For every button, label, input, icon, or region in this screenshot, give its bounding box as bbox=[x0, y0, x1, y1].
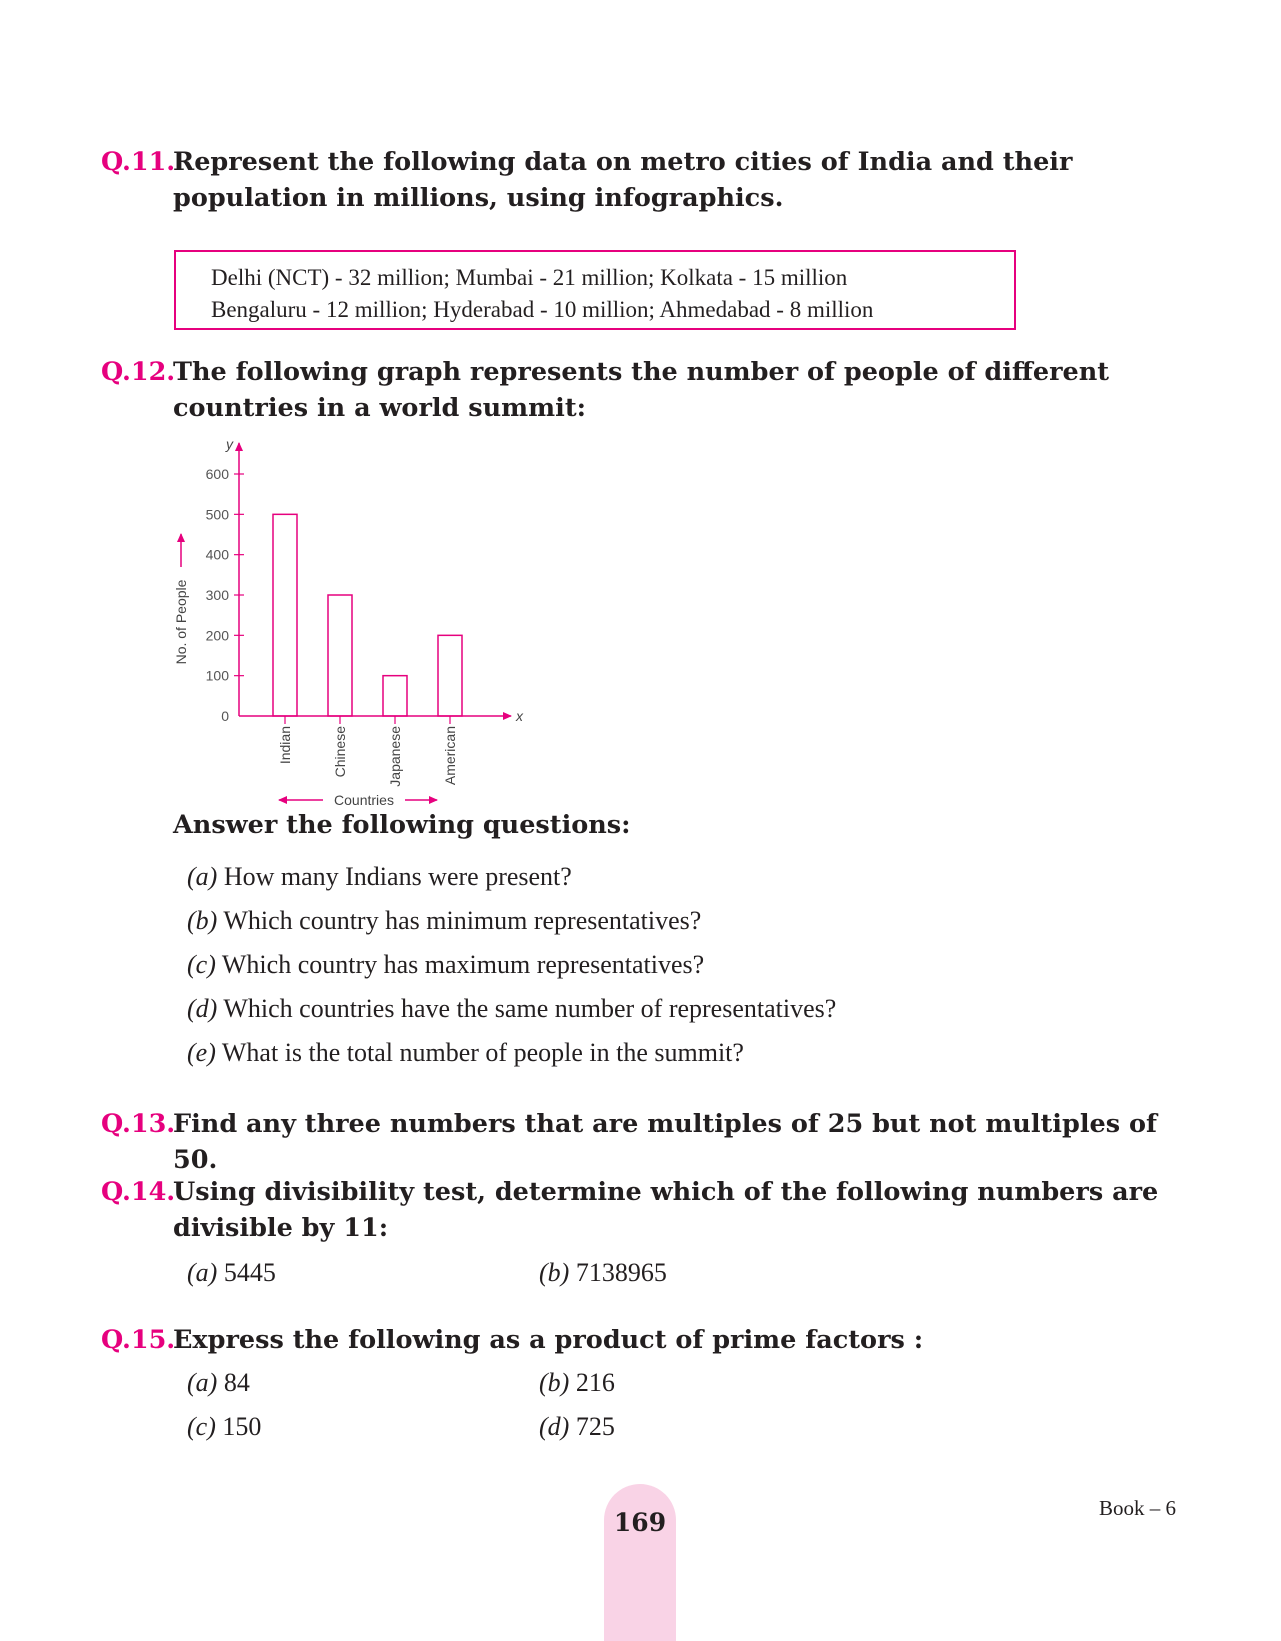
question-14 bbox=[101, 1174, 1181, 1246]
sub-label: (b) bbox=[539, 1258, 570, 1287]
sub-label: (c) bbox=[187, 1412, 216, 1441]
sub-label: (d) bbox=[187, 994, 218, 1023]
x-axis-title: Countries bbox=[334, 792, 394, 808]
sub-text: Which countries have the same number of representatives? bbox=[223, 994, 837, 1023]
sub-text: Which country has maximum representatives? bbox=[221, 950, 705, 979]
sub-text: Which country has minimum representatives? bbox=[223, 906, 702, 935]
sub-label: (b) bbox=[539, 1368, 570, 1397]
sub-question-d bbox=[539, 1410, 615, 1444]
answer-heading: Answer the following questions: bbox=[173, 810, 631, 840]
sub-text: 150 bbox=[222, 1412, 262, 1441]
sub-text: 725 bbox=[575, 1412, 615, 1441]
question-15 bbox=[101, 1322, 1181, 1358]
data-box-line: Delhi (NCT) - 32 million; Mumbai - 21 million; Kolkata - 15 million bbox=[211, 265, 848, 290]
y-tick-label: 600 bbox=[205, 466, 229, 482]
sub-question-a bbox=[187, 860, 572, 894]
question-number: Q.11. bbox=[101, 147, 176, 177]
sub-text: 7138965 bbox=[575, 1258, 667, 1287]
sub-text: 84 bbox=[223, 1368, 250, 1397]
question-number: Q.12. bbox=[101, 357, 176, 387]
y-axis-title: No. of People bbox=[173, 579, 189, 665]
question-13 bbox=[101, 1106, 1181, 1178]
question-number: Q.13. bbox=[101, 1109, 176, 1139]
page-number: 169 bbox=[613, 1508, 667, 1537]
sub-text: How many Indians were present? bbox=[223, 862, 572, 891]
data-box-line: Bengaluru - 12 million; Hyderabad - 10 million; Ahmedabad - 8 million bbox=[211, 297, 874, 322]
bar-chinese bbox=[328, 595, 352, 716]
question-text: Represent the following data on metro cities of India and their population in millions, using infographics. bbox=[173, 147, 1073, 213]
sub-question-b bbox=[539, 1256, 667, 1290]
sub-question-b bbox=[187, 904, 701, 938]
bar-american bbox=[438, 635, 462, 716]
sub-question-a bbox=[187, 1256, 276, 1290]
x-tick-label: American bbox=[442, 726, 458, 786]
x-tick-label: Chinese bbox=[332, 726, 348, 778]
sub-label: (c) bbox=[187, 950, 216, 979]
sub-question-a bbox=[187, 1366, 250, 1400]
question-number: Q.15. bbox=[101, 1325, 176, 1355]
x-axis-letter: x bbox=[516, 708, 523, 724]
x-tick-label: Japanese bbox=[387, 726, 403, 787]
y-tick-label: 500 bbox=[205, 506, 229, 523]
book-label: Book – 6 bbox=[1099, 1496, 1177, 1520]
sub-text: 216 bbox=[575, 1368, 615, 1397]
sub-text: What is the total number of people in the summit? bbox=[221, 1038, 744, 1067]
sub-label: (a) bbox=[187, 1368, 218, 1397]
y-tick-label: 0 bbox=[221, 708, 229, 724]
bar-japanese bbox=[383, 676, 407, 716]
sub-label: (b) bbox=[187, 906, 218, 935]
question-text: Express the following as a product of prime factors : bbox=[173, 1325, 924, 1355]
sub-question-e bbox=[187, 1036, 744, 1070]
sub-label: (d) bbox=[539, 1412, 570, 1441]
sub-label: (e) bbox=[187, 1038, 216, 1067]
sub-question-d bbox=[187, 992, 836, 1026]
y-tick-label: 300 bbox=[205, 587, 229, 603]
y-tick-label: 400 bbox=[205, 546, 229, 563]
y-tick-label: 200 bbox=[205, 627, 229, 644]
x-tick-label: Indian bbox=[277, 726, 293, 765]
sub-question-c bbox=[187, 948, 704, 982]
y-axis-letter: y bbox=[226, 436, 233, 452]
question-text: Find any three numbers that are multiples of 25 but not multiples of 50. bbox=[173, 1109, 1157, 1175]
sub-question-b bbox=[539, 1366, 615, 1400]
sub-text: 5445 bbox=[223, 1258, 276, 1287]
sub-question-c bbox=[187, 1410, 261, 1444]
bar-indian bbox=[273, 514, 297, 716]
question-text: The following graph represents the number of people of different countries in a world summit: bbox=[173, 357, 1110, 423]
question-number: Q.14. bbox=[101, 1177, 176, 1207]
y-tick-label: 100 bbox=[205, 667, 229, 684]
question-text: Using divisibility test, determine which of the following numbers are divisible by 11: bbox=[173, 1177, 1159, 1243]
sub-label: (a) bbox=[187, 1258, 218, 1287]
sub-label: (a) bbox=[187, 862, 218, 891]
